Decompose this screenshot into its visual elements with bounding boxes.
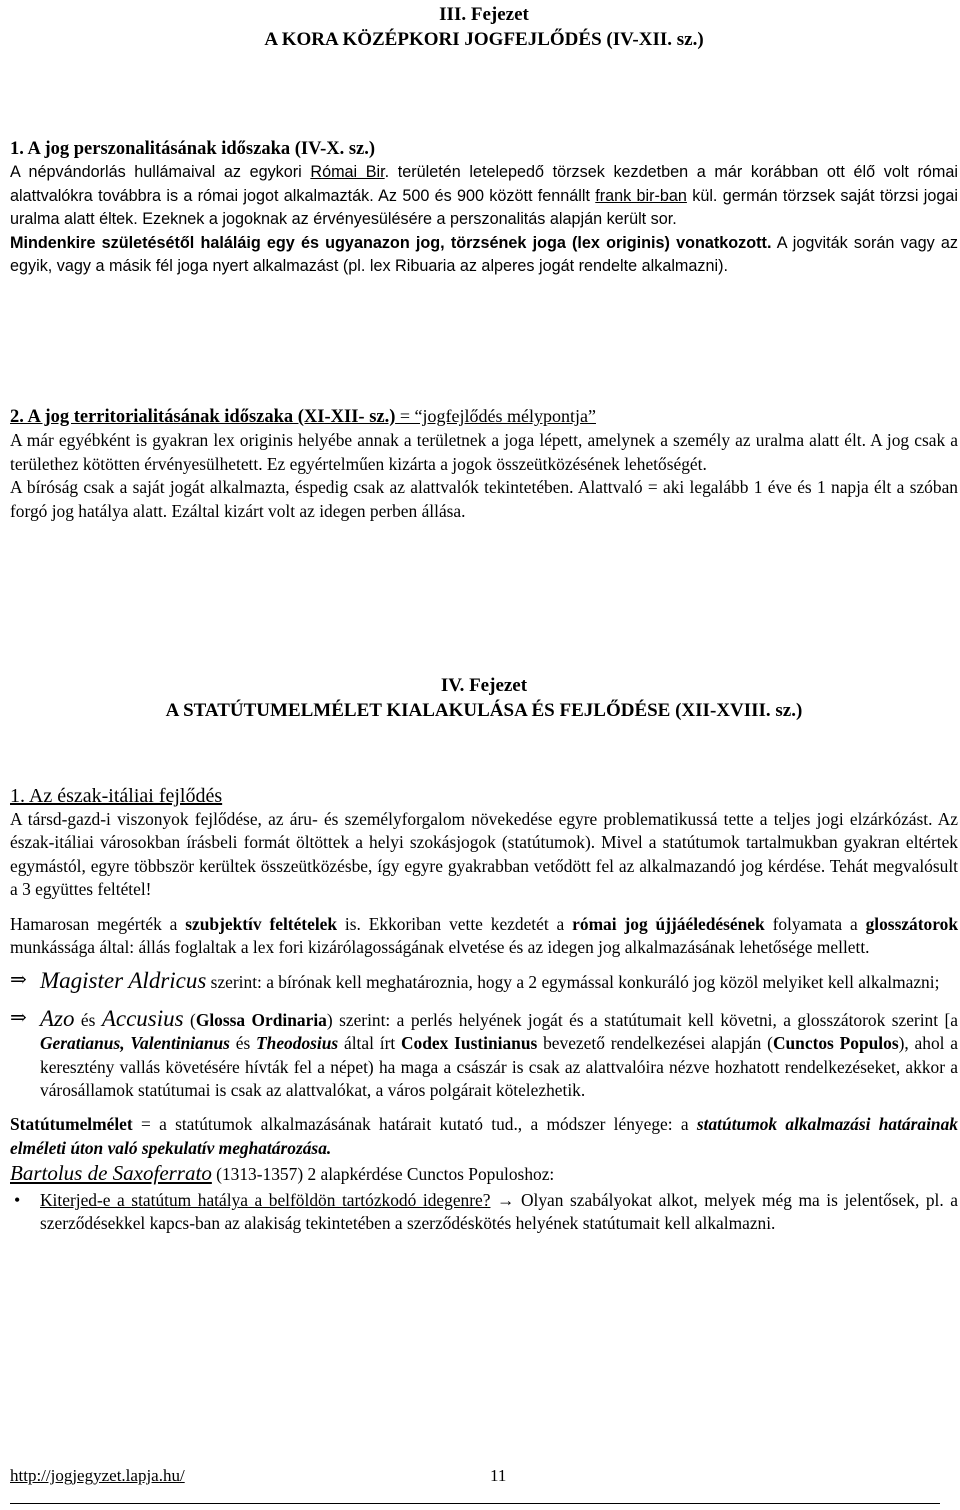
bullet-question: Kiterjed-e a statútum hatálya a belföldön tartózkodó idegenre?	[40, 1189, 491, 1210]
chapter-4-title: A STATÚTUMELMÉLET KIALAKULÁSA ÉS FEJLŐDÉSE (XII-XVIII. sz.)	[165, 700, 803, 721]
section-2-paragraph-2: A bíróság csak a saját jogát alkalmazta, éspedig csak az alattvalók tekintetében. Alattvaló = aki legalább 1 éve és 1 napja élt a szóban forgó jog hatálya alatt. Ezáltal kizárt volt az idegen perben állása.	[10, 477, 958, 521]
text-run: és	[74, 1009, 102, 1030]
bold-italic-term: Theodosius	[256, 1033, 339, 1054]
section-4-1-heading: 1. Az észak-itáliai fejlődés	[10, 785, 223, 807]
bold-term: Codex Iustinianus	[401, 1033, 538, 1054]
chapter-4-heading	[10, 673, 958, 723]
arrow-item-aldricus	[10, 969, 958, 994]
bold-term: Cunctos Populos	[772, 1033, 899, 1054]
bullet-dot-icon: •	[14, 1189, 21, 1210]
section-2	[10, 405, 958, 523]
text-run: munkássága által: állás foglaltak a lex fori kizárólagosságának elvetése és az idegen jog alkalmazásának lehetősége mellett.	[10, 937, 870, 958]
bold-term: római jog újjáéledésének	[572, 913, 765, 934]
text-run: (	[183, 1009, 196, 1030]
double-arrow-right-icon: ⇒	[10, 969, 27, 992]
bullet-item-text	[10, 1189, 958, 1236]
text-run: folyamata a	[764, 913, 866, 934]
author-name: Magister Aldricus	[40, 968, 207, 994]
section-4-1-paragraph-1: A társd-gazd-i viszonyok fejlődése, az áru- és személyforgalom növekedése egyre problematikussá tette a teljes jogi elzárkózást. Az észak-itáliai városokban írásbeli formát öltöttek a helyi szokásjogok (statútumok). Mivel a statútumok tartalmukban gyakran eltértek egymástól, egyre többször kerültek összeütközésbe, így egyre gyakrabban vetődött fel az alkalmazandó jog kérdése. Tehát megvalósult a 3 együttes feltétel!	[10, 809, 958, 900]
arrow-item-azo-accusius	[10, 1007, 958, 1103]
section-2-heading	[10, 405, 958, 429]
text-run: kül. germán törzsek saját törzsi jogai uralma alatt éltek. Ezeknek a jogoknak az érvényesülésére a perszonalitás alapján került sor.	[10, 186, 958, 229]
text-run: A jogviták során vagy az egyik, vagy a másik fél joga nyert alkalmazást (pl. lex Ribuaria az alperes jogát rendelte alkalmazni).	[10, 233, 958, 276]
chapter-3-heading	[10, 2, 958, 52]
arrow-item-text	[10, 1007, 958, 1103]
section-4-1	[10, 784, 958, 1236]
author-name: Bartolus de Saxoferrato	[10, 1161, 212, 1186]
chapter-4-label: IV. Fejezet	[440, 675, 528, 696]
section-4-1-paragraph-2	[10, 913, 958, 960]
section-1-paragraph-2	[10, 232, 958, 279]
bold-term: Statútumelmélet	[10, 1114, 133, 1135]
link-text-romai-bir: Római Bir	[310, 163, 385, 182]
double-arrow-right-icon: ⇒	[10, 1006, 27, 1029]
text-run: által írt	[338, 1033, 401, 1054]
chapter-3-label: III. Fejezet	[439, 4, 529, 25]
text-run: bevezető rendelkezései alapján (	[537, 1033, 773, 1054]
author-name: Accusius	[101, 1005, 184, 1031]
section-2-title: 2. A jog territorialitásának időszaka (XI-XII- sz.)	[10, 407, 396, 427]
text-run: ), ahol a keresztény vallás követésére hívták fel a népet) ha maga a császár is csak az alattvalóira nézve hozhatott rendelkezéseket, akkor a városállamok statútumai is csak az alattvalókat, a város polgárait kötelezhetik.	[40, 1033, 959, 1101]
link-text-frank-bir: frank bir-ban	[595, 186, 687, 205]
text-run: Olyan szabályokat alkot, melyek még ma is jelentősek, pl. a szerződésekkel kapcs-ban az alakiság tekintetében a szerződéskötés helyének statútumait kell alkalmazni.	[40, 1189, 958, 1234]
section-2-paragraph-1: A már egyébként is gyakran lex originis helyébe annak a területnek a joga lépett, amelynek a személy az uralma alatt élt. A jog csak a területhez kötötten érvényesülhetett. Ez egyértelműen kizárta a jogok összeütközésének lehetőségét.	[10, 430, 958, 474]
section-1-heading: 1. A jog perszonalitásának időszaka (IV-X. sz.)	[10, 139, 376, 159]
footer-divider	[10, 1503, 940, 1504]
statutum-definition	[10, 1113, 958, 1160]
text-run: . területén letelepedő törzsek kezdetben a már korábban ott élő volt római alattvalókra továbbra is a római jogot alkalmazták. Az 500 és 900 között fennállt	[10, 163, 959, 205]
footer-url-link[interactable]: http://jogjegyzet.lapja.hu/	[10, 1466, 185, 1485]
text-run: = a statútumok alkalmazásának határait kutató tud., a módszer lényege: a	[132, 1114, 697, 1135]
author-name: Azo	[40, 1005, 75, 1031]
section-1-paragraph-1	[10, 161, 958, 231]
bold-italic-term: statútumok alkalmazási határainak elméleti úton való spekulatív meghatározása.	[10, 1114, 958, 1158]
text-run: is. Ekkoriban vette kezdetét a	[337, 913, 573, 934]
text-run: Hamarosan megérték a	[10, 913, 186, 934]
lex-originis-rule: Mindenkire születésétől haláláig egy és ugyanazon jog, törzsének joga (lex originis) vonatkozott.	[10, 233, 772, 252]
arrow-right-icon: →	[490, 1189, 521, 1210]
bold-term: Glossa Ordinaria	[195, 1009, 327, 1030]
bold-italic-term: Geratianus, Valentinianus	[40, 1033, 230, 1054]
page-footer	[10, 1466, 958, 1486]
text-run: A népvándorlás hullámaival az egykori	[10, 163, 311, 182]
text-run: és	[229, 1033, 257, 1054]
text-run: szerint: a bírónak kell meghatároznia, hogy a 2 egymással konkuráló jog közöl melyiket kell alkalmazni;	[206, 972, 940, 993]
bullet-item-1	[10, 1189, 958, 1236]
bold-term: szubjektív feltételek	[185, 913, 338, 934]
bold-term: glosszátorok	[865, 913, 959, 934]
text-run: (1313-1357) 2 alapkérdése Cunctos Populoshoz:	[211, 1164, 555, 1185]
text-run: ) szerint: a perlés helyének jogát és a statútumait kell követni, a glosszátorok szerint [a	[326, 1009, 959, 1030]
chapter-3-title: A KORA KÖZÉPKORI JOGFEJLŐDÉS (IV-XII. sz.)	[264, 29, 704, 50]
page-number: 11	[490, 1466, 507, 1485]
section-1	[10, 138, 958, 278]
arrow-item-text	[10, 969, 958, 994]
bartolus-line	[10, 1162, 958, 1186]
section-2-tail: = “jogfejlődés mélypontja”	[395, 406, 596, 426]
